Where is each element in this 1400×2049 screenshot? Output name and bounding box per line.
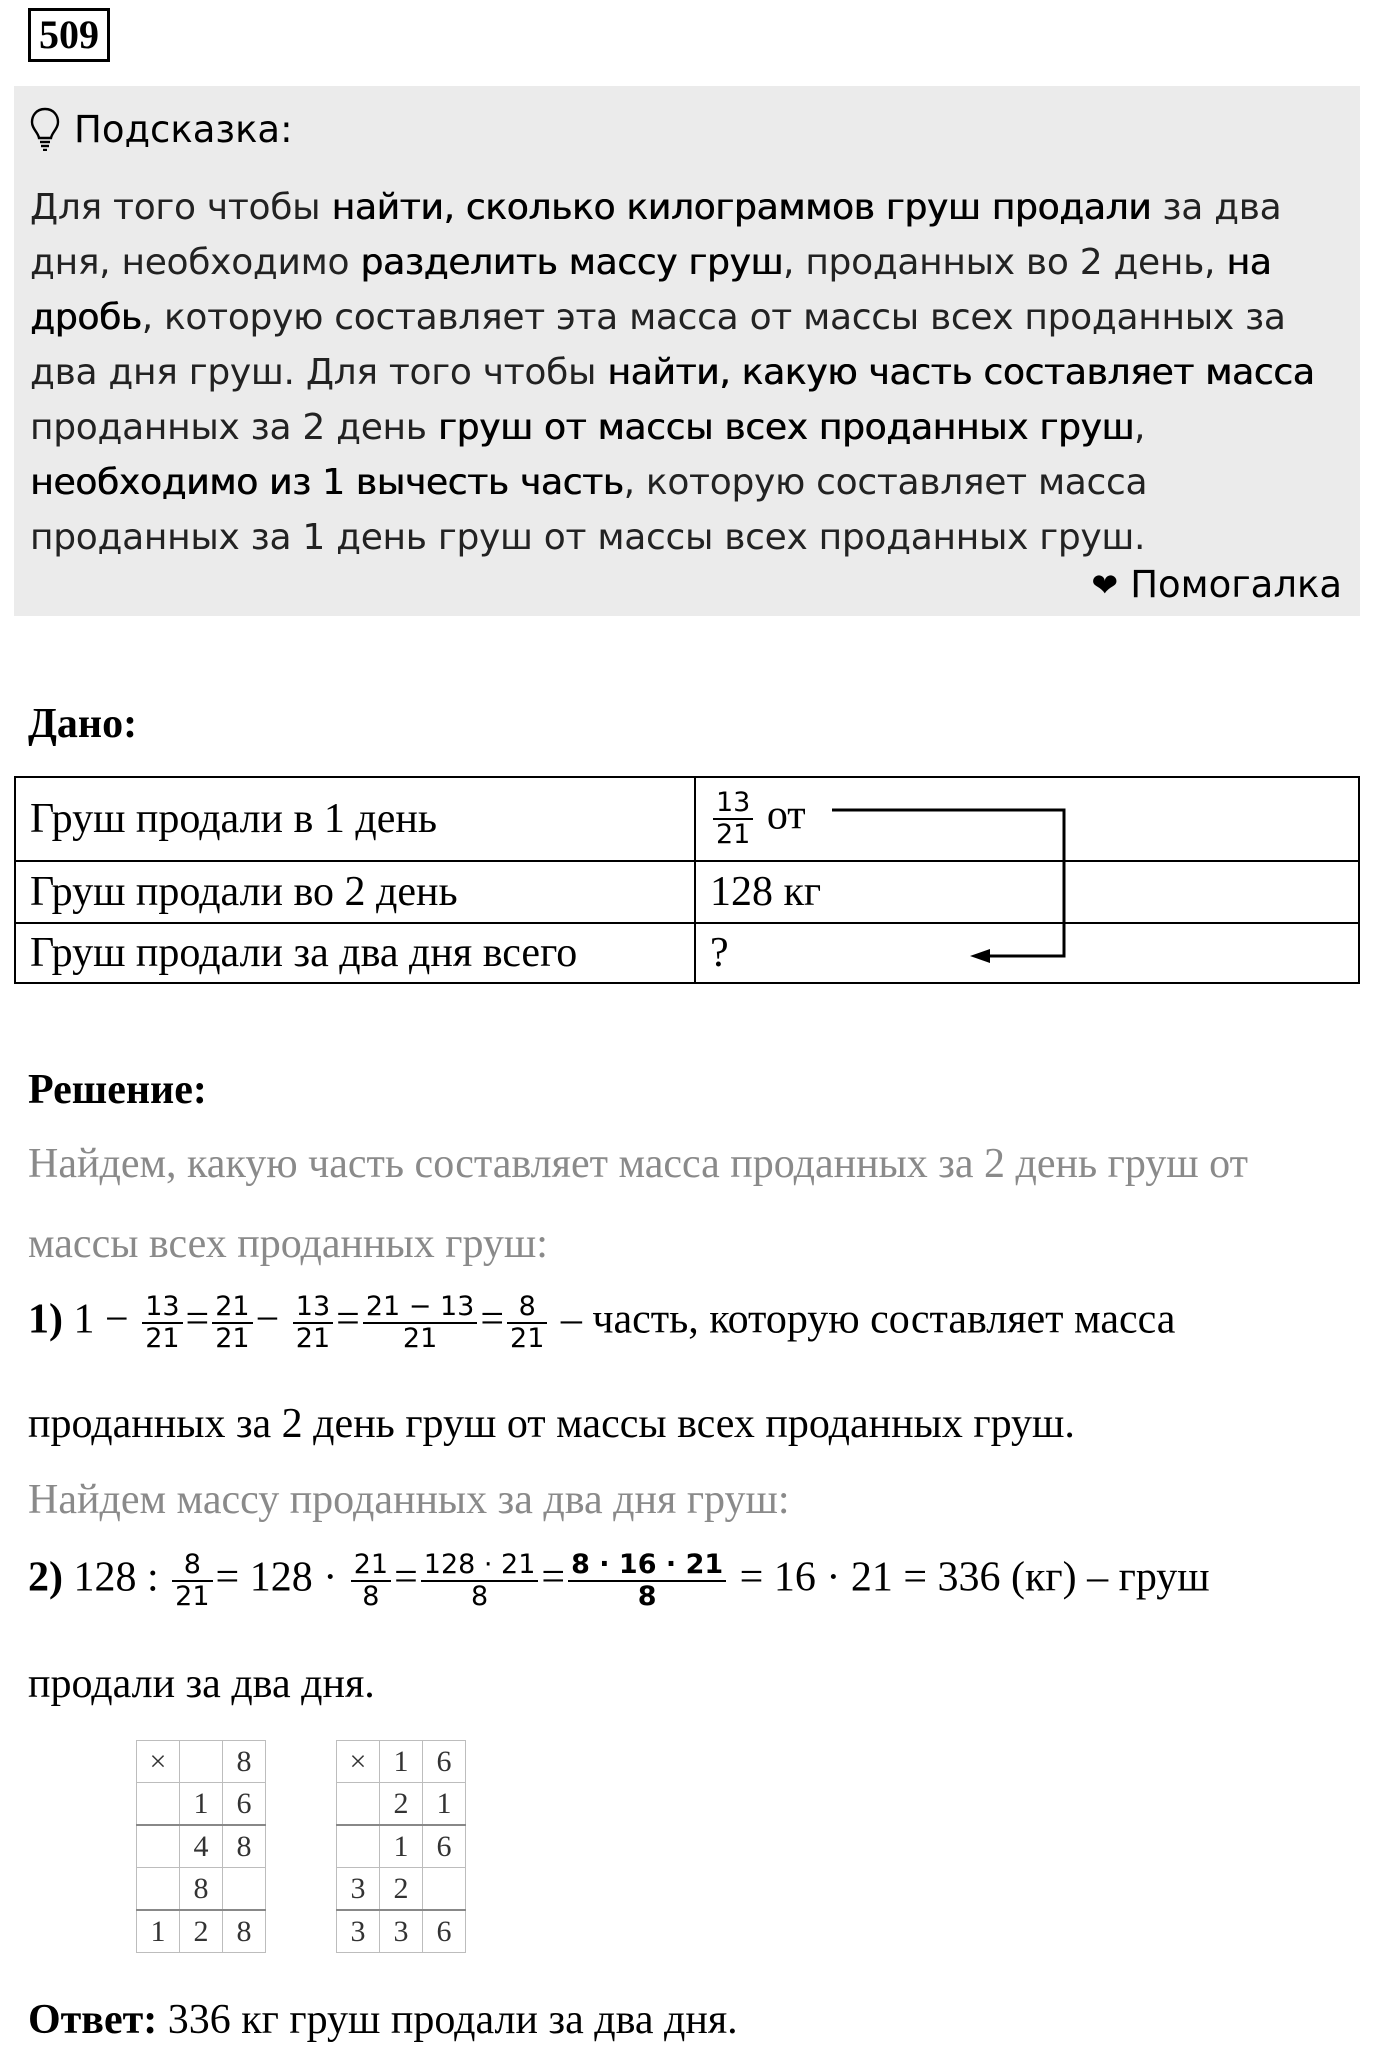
answer bbox=[28, 1996, 738, 2044]
hint-segment: разделить массу груш bbox=[360, 242, 784, 283]
given-label: Груш продали во 2 день bbox=[15, 861, 695, 923]
arrow-head-icon bbox=[970, 949, 990, 963]
hint-title: Подсказка: bbox=[74, 107, 293, 151]
hint-segment: найти, какую часть составляет масса bbox=[607, 352, 1315, 393]
calc-digit: 8 bbox=[223, 1910, 266, 1953]
calc-digit bbox=[337, 1783, 380, 1826]
fraction: $\frac{8 \cdot 16 \cdot 21}{8}$ bbox=[568, 1550, 726, 1612]
step2-line-2: продали за два дня. bbox=[28, 1661, 375, 1707]
calc-digit: 6 bbox=[423, 1825, 466, 1868]
heart-icon: ❤ bbox=[1091, 565, 1119, 604]
calc-digit bbox=[137, 1868, 180, 1911]
fraction: $\frac{128 \cdot 21}{8}$ bbox=[421, 1550, 539, 1612]
hint-segment: необходимо из 1 вычесть часть bbox=[30, 462, 624, 503]
calc-digit bbox=[337, 1825, 380, 1868]
answer-text: 336 кг груш продали за два дня. bbox=[157, 1997, 738, 2043]
fraction: $\frac{13}{21}$ bbox=[713, 788, 753, 850]
calc-digit: 4 bbox=[180, 1825, 223, 1868]
calc-digit: 1 bbox=[180, 1783, 223, 1826]
step2-formula: 2) 128 : $\frac{8}{21}$ = 128 · $\frac{21}{8}$ = $\frac{128 \cdot 21}{8}$ = $\frac{8 \cdot 16 \cdot 21}{8}$ = 16 · 21 = 336 (кг) – груш bbox=[28, 1549, 1210, 1612]
calc-digit: 3 bbox=[337, 1910, 380, 1953]
calc-digit: 1 bbox=[137, 1910, 180, 1953]
calc-digit: 6 bbox=[423, 1910, 466, 1953]
hint-segment: , bbox=[1134, 407, 1146, 448]
fraction: $\frac{21 - 13}{21}$ bbox=[363, 1292, 478, 1354]
calc-digit bbox=[423, 1868, 466, 1911]
given-label: Груш продали в 1 день bbox=[15, 777, 695, 861]
hint-segment: , которую составляет масса проданных за 1 день груш от массы всех проданных груш. bbox=[30, 462, 1148, 558]
multiplication-16x21 bbox=[336, 1740, 466, 1953]
hint-segment: на дробь bbox=[30, 242, 1272, 338]
calc-digit: 1 bbox=[380, 1825, 423, 1868]
hint-segment: найти, сколько килограммов груш продали bbox=[331, 187, 1152, 228]
calc-digit bbox=[180, 1741, 223, 1783]
hint-segment: за два дня, необходимо bbox=[30, 187, 1282, 283]
calc-digit bbox=[137, 1783, 180, 1826]
calc-digit: 3 bbox=[380, 1910, 423, 1953]
step1-intro-2: массы всех проданных груш: bbox=[28, 1221, 548, 1267]
given-value: ? bbox=[695, 923, 1359, 983]
hint-segment: Для того чтобы bbox=[30, 187, 332, 228]
multiplication-8x16 bbox=[136, 1740, 266, 1953]
solution-heading: Решение: bbox=[28, 1067, 207, 1113]
calc-digit: × bbox=[337, 1741, 380, 1783]
fraction: $\frac{8}{21}$ bbox=[172, 1550, 212, 1612]
hint-segment: проданных за 2 день bbox=[30, 407, 438, 448]
given-value: $\frac{13}{21}$ от bbox=[695, 777, 1359, 861]
calc-digit: 6 bbox=[223, 1783, 266, 1826]
hint-segment: , которую составляет эта масса от массы всех проданных за два дня груш. Для того чтобы bbox=[30, 297, 1286, 393]
calc-digit: 1 bbox=[380, 1741, 423, 1783]
step1-intro: Найдем, какую часть составляет масса проданных за 2 день груш от bbox=[28, 1141, 1248, 1187]
calc-digit: 2 bbox=[180, 1910, 223, 1953]
given-heading: Дано: bbox=[28, 701, 138, 747]
fraction: $\frac{8}{21}$ bbox=[507, 1292, 547, 1354]
calc-digit: 8 bbox=[180, 1868, 223, 1911]
calc-digit: 6 bbox=[423, 1741, 466, 1783]
calc-digit bbox=[223, 1868, 266, 1911]
calc-digit: 8 bbox=[223, 1741, 266, 1783]
step1-line-2: проданных за 2 день груш от массы всех проданных груш. bbox=[28, 1401, 1075, 1447]
fraction: $\frac{13}{21}$ bbox=[293, 1292, 333, 1354]
given-label: Груш продали за два дня всего bbox=[15, 923, 695, 983]
fraction: $\frac{21}{8}$ bbox=[351, 1550, 391, 1612]
calc-digit: 1 bbox=[423, 1783, 466, 1826]
hint-segment: , проданных во 2 день, bbox=[783, 242, 1227, 283]
given-value: 128 кг bbox=[695, 861, 1359, 923]
calc-digit: 2 bbox=[380, 1868, 423, 1911]
arrow-connector bbox=[0, 0, 1400, 1000]
hint-segment: груш от массы всех проданных груш bbox=[437, 407, 1135, 448]
fraction: $\frac{13}{21}$ bbox=[142, 1292, 182, 1354]
signature-text: Помогалка bbox=[1130, 563, 1342, 606]
calc-digit: 3 bbox=[337, 1868, 380, 1911]
answer-label: Ответ: bbox=[28, 1997, 158, 2043]
fraction: $\frac{21}{21}$ bbox=[212, 1292, 252, 1354]
task-number: 509 bbox=[28, 8, 110, 62]
calc-digit: × bbox=[137, 1741, 180, 1783]
step2-intro: Найдем массу проданных за два дня груш: bbox=[28, 1477, 790, 1523]
calc-digit bbox=[137, 1825, 180, 1868]
calc-digit: 8 bbox=[223, 1825, 266, 1868]
step1-formula: 1) 1 − $\frac{13}{21}$ = $\frac{21}{21}$ − $\frac{13}{21}$ = $\frac{21 - 13}{21}$ = $\frac{8}{21}$ – часть, которую составляет масса bbox=[28, 1291, 1176, 1354]
calc-digit: 2 bbox=[380, 1783, 423, 1826]
